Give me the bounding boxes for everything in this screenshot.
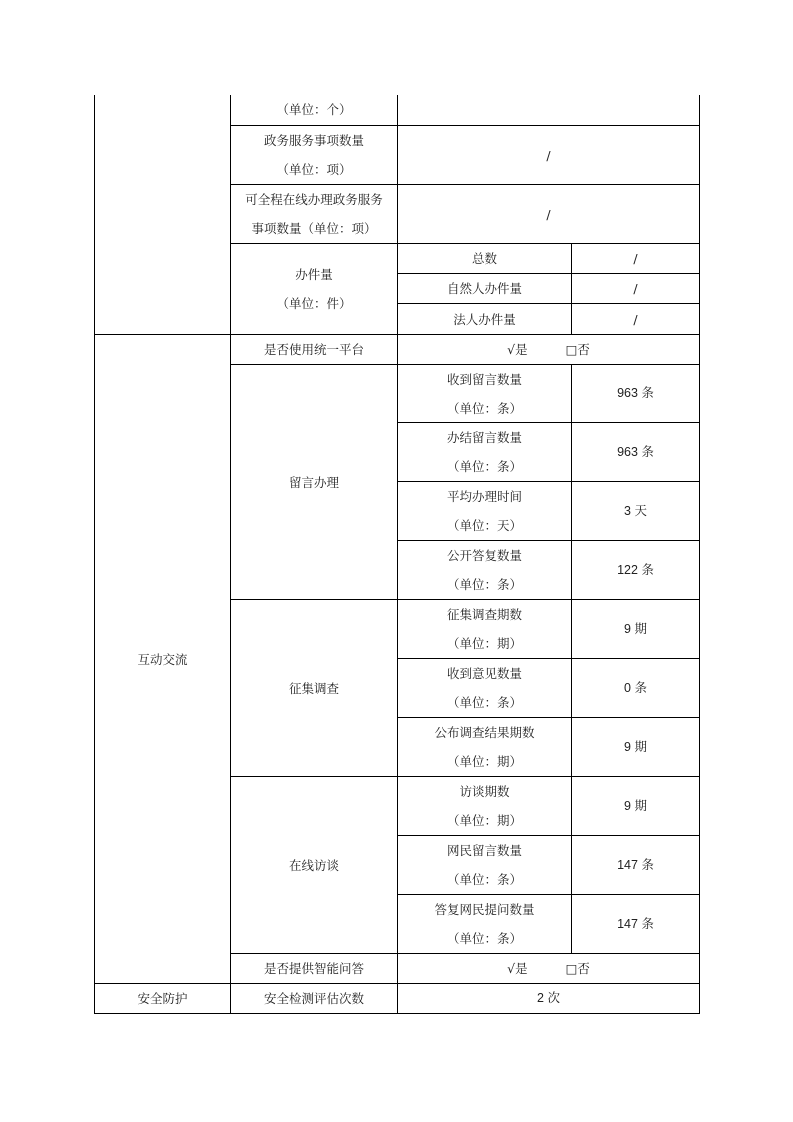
row-label: 收到留言数量 xyxy=(446,371,522,387)
row-label: 答复网民提问数量 xyxy=(434,902,535,917)
cases-natural-label xyxy=(398,274,571,303)
messages-label: 留言办理 xyxy=(288,474,339,490)
cases-label: 办件量 xyxy=(295,267,333,282)
interaction-title-cell xyxy=(95,335,230,983)
messages-closed-label xyxy=(398,423,571,481)
survey-label: 征集调查 xyxy=(288,680,339,696)
security-label: 安全检测评估次数 xyxy=(263,991,364,1006)
row-label: 访谈期数 xyxy=(459,784,510,799)
table-border xyxy=(94,1013,700,1014)
survey-periods-value xyxy=(572,600,699,658)
unified-platform-label-cell xyxy=(231,335,397,364)
messages-label-cell xyxy=(231,365,397,599)
cases-legal-text: 法人办件量 xyxy=(453,311,516,327)
smart-qa-no-checkbox: □否 xyxy=(565,961,590,976)
survey-opinions-value xyxy=(572,659,699,717)
cases-total-text: 总数 xyxy=(471,251,497,266)
row-label: 公开答复数量 xyxy=(446,548,522,563)
messages-public-reply-value xyxy=(572,541,699,599)
row-unit: （单位：条） xyxy=(446,400,522,416)
messages-public-reply-label xyxy=(398,541,571,599)
interaction-title: 互动交流 xyxy=(137,651,188,667)
service-items-label: 政务服务事项数量 xyxy=(263,133,364,148)
row-value: 122 条 xyxy=(617,562,654,577)
survey-results-label xyxy=(398,718,571,776)
security-label-cell xyxy=(231,984,397,1013)
count-unit-cell xyxy=(231,95,397,125)
row-unit: （单位：条） xyxy=(446,872,522,887)
row-unit: （单位：期） xyxy=(446,813,522,828)
smart-qa-yes-checkbox: √是 xyxy=(507,961,528,976)
unified-platform-value-cell xyxy=(398,335,699,364)
online-items-value-cell xyxy=(398,185,699,243)
row-value: 3 天 xyxy=(624,503,647,518)
online-items-label-line2: 事项数量（单位：项） xyxy=(251,221,377,236)
row-unit: （单位：条） xyxy=(446,695,522,710)
security-value-cell xyxy=(398,984,699,1013)
row-unit: （单位：条） xyxy=(446,577,522,592)
row-label: 办结留言数量 xyxy=(446,430,522,445)
unified-platform-options xyxy=(507,335,590,364)
cases-legal-label xyxy=(398,304,571,334)
cases-total-label xyxy=(398,244,571,273)
unified-platform-no-checkbox: □否 xyxy=(565,342,590,357)
service-items-value: / xyxy=(546,147,551,163)
cases-natural-value xyxy=(572,274,699,303)
messages-received-value xyxy=(572,365,699,422)
interview-periods-value xyxy=(572,777,699,835)
row-value: 963 条 xyxy=(617,386,654,400)
row-unit: （单位：期） xyxy=(446,754,522,769)
interview-messages-value xyxy=(572,836,699,894)
messages-received-label xyxy=(398,365,571,422)
row-unit: （单位：天） xyxy=(446,518,522,533)
online-items-label-line1: 可全程在线办理政务服务 xyxy=(245,192,383,207)
row-value: 9 期 xyxy=(624,739,647,754)
interview-replies-label xyxy=(398,895,571,953)
cases-unit: （单位：件） xyxy=(276,296,352,311)
cases-legal-value xyxy=(572,304,699,334)
security-value: 2 次 xyxy=(537,991,560,1005)
security-title: 安全防护 xyxy=(137,991,188,1006)
row-unit: （单位：条） xyxy=(446,459,522,474)
row-value: 147 条 xyxy=(617,857,654,872)
survey-opinions-label xyxy=(398,659,571,717)
row-value: 9 期 xyxy=(624,621,647,636)
smart-qa-options xyxy=(507,954,590,983)
row-label: 收到意见数量 xyxy=(446,666,522,681)
cases-natural-value-text: / xyxy=(633,281,638,296)
survey-results-value xyxy=(572,718,699,776)
interview-replies-value xyxy=(572,895,699,953)
online-items-value: / xyxy=(546,206,551,222)
interview-messages-label xyxy=(398,836,571,894)
survey-periods-label xyxy=(398,600,571,658)
row-label: 网民留言数量 xyxy=(446,843,522,858)
messages-avg-time-value xyxy=(572,482,699,540)
count-unit: （单位：个） xyxy=(276,102,352,117)
unified-platform-yes-checkbox: √是 xyxy=(507,342,528,357)
row-label: 征集调查期数 xyxy=(446,607,522,622)
table-border xyxy=(699,95,700,1014)
row-label: 公布调查结果期数 xyxy=(434,725,535,740)
interview-periods-label xyxy=(398,777,571,835)
online-items-label-cell xyxy=(231,185,397,243)
messages-closed-value xyxy=(572,423,699,481)
messages-avg-time-label xyxy=(398,482,571,540)
interview-label-cell xyxy=(231,777,397,953)
cases-total-value-text: / xyxy=(633,251,638,266)
cases-label-cell xyxy=(231,244,397,334)
row-unit: （单位：期） xyxy=(446,636,522,651)
smart-qa-label-cell xyxy=(231,954,397,983)
cases-natural-text: 自然人办件量 xyxy=(446,281,522,296)
row-value: 9 期 xyxy=(624,798,647,813)
row-unit: （单位：条） xyxy=(446,931,522,946)
row-value: 963 条 xyxy=(617,444,654,459)
security-title-cell xyxy=(95,984,230,1013)
interview-label: 在线访谈 xyxy=(288,857,339,873)
cases-legal-value-text: / xyxy=(633,311,638,327)
service-items-label-cell xyxy=(231,126,397,184)
unified-platform-label: 是否使用统一平台 xyxy=(263,342,364,357)
service-items-value-cell xyxy=(398,126,699,184)
row-label: 平均办理时间 xyxy=(446,489,522,504)
cases-total-value xyxy=(572,244,699,273)
service-items-unit: （单位：项） xyxy=(276,162,352,177)
smart-qa-label: 是否提供智能问答 xyxy=(263,961,364,976)
row-value: 0 条 xyxy=(624,680,647,695)
survey-label-cell xyxy=(231,600,397,776)
row-value: 147 条 xyxy=(617,916,654,931)
smart-qa-value-cell xyxy=(398,954,699,983)
